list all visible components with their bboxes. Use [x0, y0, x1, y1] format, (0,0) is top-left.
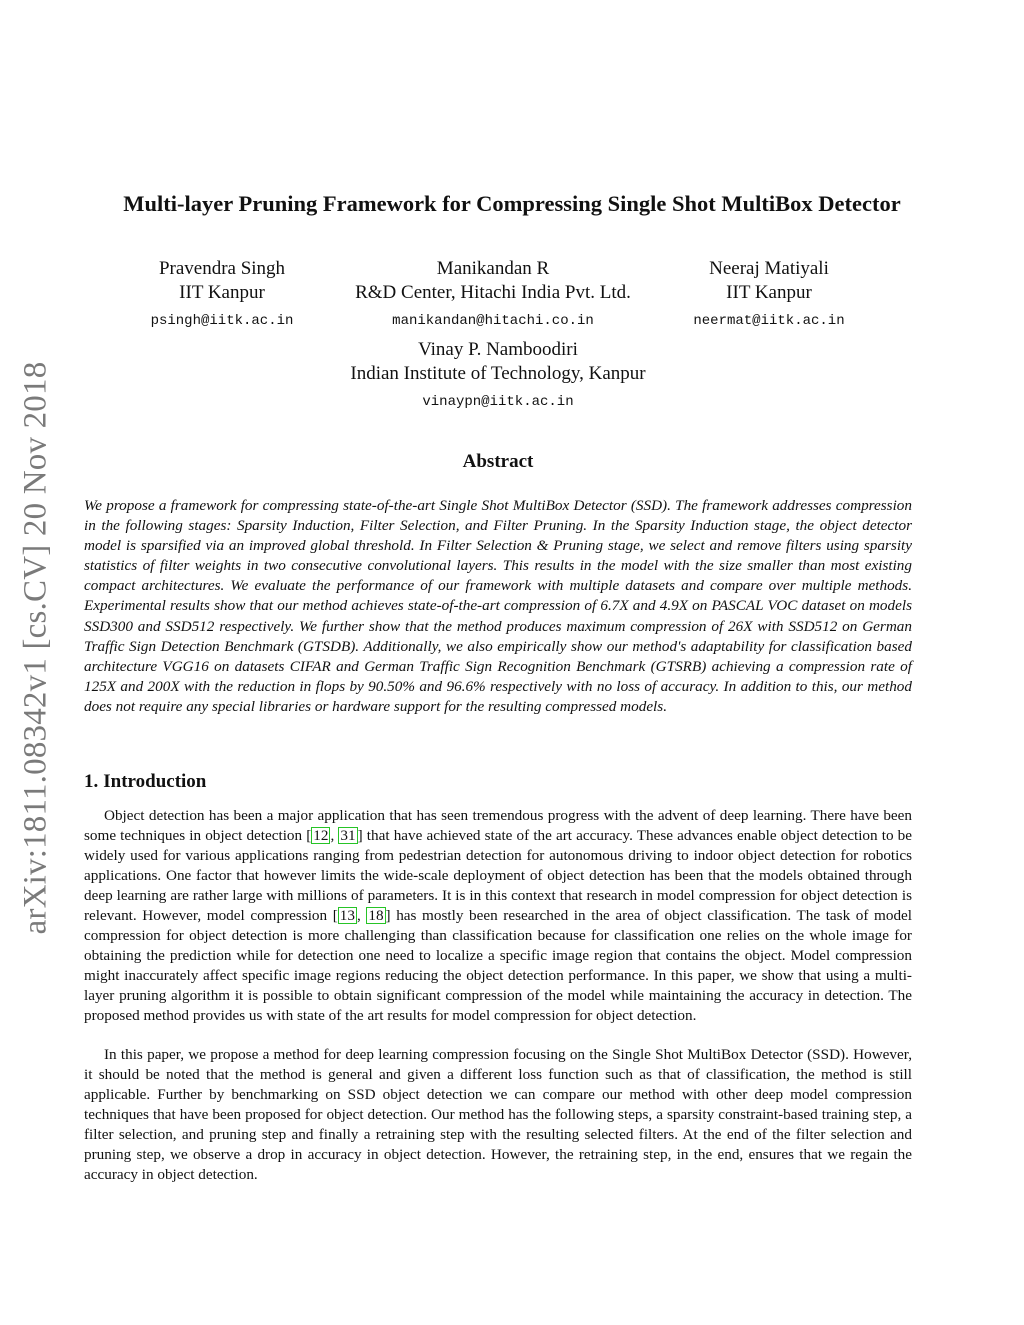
author-email[interactable]: psingh@iitk.ac.in [150, 313, 294, 329]
section-number: 1. [84, 771, 99, 792]
author-affiliation: Indian Institute of Technology, Kanpur [350, 363, 646, 384]
section-heading-introduction [84, 771, 206, 793]
introduction-paragraph [84, 806, 912, 1027]
citation-link[interactable]: 13 [339, 907, 355, 925]
author-name: Neeraj Matiyali [709, 258, 829, 279]
author-email[interactable]: vinaypn@iitk.ac.in [422, 394, 574, 410]
citation-link[interactable]: 12 [313, 827, 329, 845]
paragraph-text: ] that have achieved state of the art accuracy. These advances enable object detection to be widely used for various applications ranging from pedestrian detection for autonomous driving to indoor object detection for robotics applications. One factor that however limits the wide-scale deployment of object detection has been that the models obtained through deep learning are rather large with millions of parameters. It is in this context that research in model compression for object detection is relevant. However, model compression [ [84, 827, 913, 925]
abstract-heading: Abstract [462, 451, 534, 472]
abstract-text: We propose a framework for compressing state-of-the-art Single Shot MultiBox Detector (SSD). The framework addresses compression in the following stages: Sparsity Induction, Filter Selection, and Filter Pruning. In the Sparsity Induction stage, the object detector model is sparsified via an improved global threshold. In Filter Selection & Pruning stage, we select and remove filters using sparsity statistics of filter weights in two consecutive convolutional layers. This results in the model with the size smaller than most existing compact architectures. We evaluate the performance of our framework with multiple datasets and compare over multiple methods. Experimental results show that our method achieves state-of-the-art compression of 6.7X and 4.9X on PASCAL VOC dataset on models SSD300 and SSD512 respectively. We further show that the method produces maximum compression of 26X with SSD512 on German Traffic Sign Detection Benchmark (GTSDB). Additionally, we also empirically show our method's adaptability for classification based architecture VGG16 on datasets CIFAR and German Traffic Sign Recognition Benchmark (GTSRB) achieving a compression rate of 125X and 200X with the reduction in flops by 90.50% and 96.6% respectively with no loss of accuracy. In addition to this, our method does not require any special libraries or hardware support for the resulting compressed models. [84, 497, 912, 715]
citation-link[interactable]: 18 [368, 907, 384, 925]
paragraph-text: Object detection has been a major application that has seen tremendous progress with the advent of deep learning. There have been some techniques in object detection [ [84, 807, 912, 845]
author-name: Manikandan R [436, 258, 550, 279]
author-block [589, 257, 949, 331]
author-affiliation: R&D Center, Hitachi India Pvt. Ltd. [355, 282, 631, 303]
author-name: Pravendra Singh [158, 258, 286, 279]
arxiv-identifier-text: arXiv:1811.08342v1 [cs.CV] 20 Nov 2018 [17, 361, 54, 935]
author-affiliation: IIT Kanpur [179, 282, 265, 303]
section-title: Introduction [103, 771, 207, 792]
author-email[interactable]: manikandan@hitachi.co.in [392, 313, 594, 329]
citation-separator: , [330, 827, 339, 845]
paragraph-text: ] has mostly been researched in the area of object classification. The task of model compression for object detection is more challenging than classification because for classification one relies on the whole image for obtaining the prediction while for detection one need to localize a specific image region that contains the object. Model compression might inaccurately affect specific image regions reducing the object detection performance. In this paper, we show that using a multi-layer pruning algorithm it is possible to obtain significant compression of the model while maintaining the accuracy in detection. The proposed method provides us with state of the art results for model compression for object detection. [84, 907, 912, 1025]
citation-separator: , [356, 907, 367, 925]
paper-title: Multi-layer Pruning Framework for Compressing Single Shot MultiBox Detector [123, 191, 901, 216]
author-email[interactable]: neermat@iitk.ac.in [693, 313, 845, 329]
author-block [318, 338, 678, 412]
introduction-paragraph: In this paper, we propose a method for deep learning compression focusing on the Single Shot MultiBox Detector (SSD). However, it should be noted that the method is general and given a different loss function such as that of classification, the method is still applicable. Further by benchmarking on SSD object detection we can compare our method with other deep model compression techniques that have been proposed for object detection. Our method has the following steps, a sparsity constraint-based training step, a filter selection, and pruning step and finally a retraining step with the resulting selected filters. At the end of the filter selection and pruning step, we observe a drop in accuracy in object detection. However, the retraining step, in the end, ensures that we regain the accuracy in object detection. [84, 1046, 912, 1184]
author-name: Vinay P. Namboodiri [418, 339, 578, 360]
citation-link[interactable]: 31 [340, 827, 356, 845]
author-affiliation: IIT Kanpur [726, 282, 812, 303]
